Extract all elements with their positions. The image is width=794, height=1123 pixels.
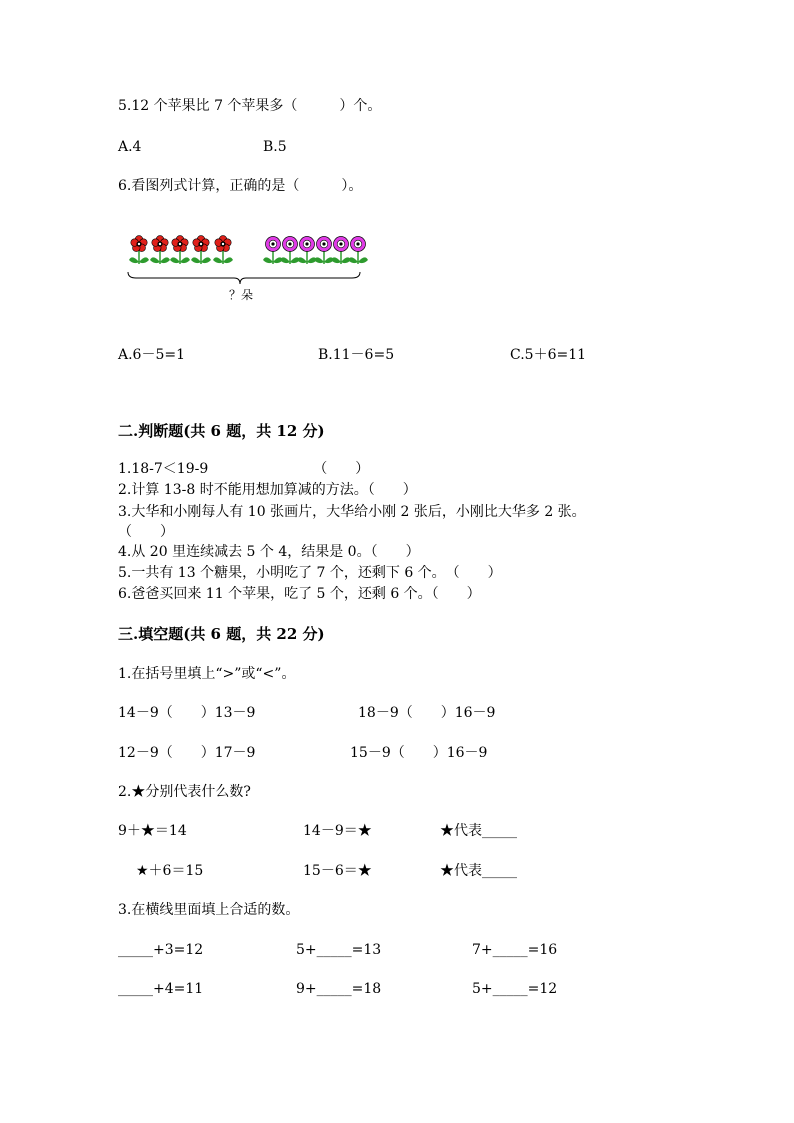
purple-flower-icon bbox=[280, 237, 300, 265]
compare-4: 15－9（ ）16－9 bbox=[350, 745, 488, 761]
q6-option-c: C.5＋6=11 bbox=[510, 347, 587, 363]
q5-option-b: B.5 bbox=[263, 139, 287, 155]
section3-q1: 1.在括号里填上“>”或“<”。 bbox=[118, 666, 296, 682]
section2-item-4: 4.从 20 里连续减去 5 个 4，结果是 0。（ ） bbox=[118, 544, 420, 560]
fill-2: 5+_____=13 bbox=[296, 942, 382, 958]
section3-title: 三.填空题(共 6 题，共 22 分) bbox=[118, 625, 325, 643]
section2-item-6: 6.爸爸买回来 11 个苹果，吃了 5 个，还剩 6 个。（ ） bbox=[118, 586, 481, 602]
section3-q2: 2.★分别代表什么数? bbox=[118, 784, 251, 800]
purple-flower-icon bbox=[263, 237, 283, 265]
star-answer-2: ★代表_____ bbox=[440, 863, 517, 879]
star-eq-4: 15－6＝★ bbox=[303, 863, 372, 879]
q6-question: 6.看图列式计算，正确的是（ ）。 bbox=[118, 178, 363, 194]
purple-flower-icon bbox=[297, 237, 317, 265]
star-eq-2: 14－9＝★ bbox=[303, 823, 372, 839]
red-flower-icon bbox=[129, 236, 149, 264]
compare-1: 14－9（ ）13－9 bbox=[118, 705, 256, 721]
q6-option-a: A.6－5=1 bbox=[118, 347, 186, 363]
fill-1: _____+3=12 bbox=[118, 942, 204, 958]
red-flower-icon bbox=[150, 236, 170, 264]
flower-row bbox=[129, 236, 368, 264]
compare-2: 18－9（ ）16－9 bbox=[358, 705, 496, 721]
fill-4: _____+4=11 bbox=[118, 981, 204, 997]
section2-item-2: 2.计算 13-8 时不能用想加算减的方法。（ ） bbox=[118, 482, 417, 498]
section2-item-1: 1.18-7＜19-9 （ ） bbox=[118, 461, 370, 477]
section2-item-5: 5.一共有 13 个糖果，小明吃了 7 个，还剩下 6 个。 （ ） bbox=[118, 565, 502, 581]
purple-flower-icon bbox=[331, 237, 351, 265]
star-answer-1: ★代表_____ bbox=[440, 823, 517, 839]
compare-3: 12－9（ ）17－9 bbox=[118, 745, 256, 761]
red-flower-icon bbox=[213, 236, 233, 264]
q6-figure-label: ？朵 bbox=[229, 288, 254, 302]
section2-item-3: 3.大华和小刚每人有 10 张画片，大华给小刚 2 张后，小刚比大华多 2 张。 bbox=[118, 504, 586, 520]
fill-5: 9+_____=18 bbox=[296, 981, 382, 997]
star-eq-1: 9＋★＝14 bbox=[118, 823, 187, 839]
q5-question: 5.12 个苹果比 7 个苹果多（ ）个。 bbox=[118, 98, 382, 114]
section2-item-3-paren: （ ） bbox=[118, 524, 174, 540]
red-flower-icon bbox=[170, 236, 190, 264]
purple-flower-icon bbox=[314, 237, 334, 265]
q5-option-a: A.4 bbox=[118, 139, 142, 155]
red-flower-icon bbox=[191, 236, 211, 264]
fill-3: 7+_____=16 bbox=[472, 942, 558, 958]
section2-title: 二.判断题(共 6 题，共 12 分) bbox=[118, 422, 325, 440]
fill-6: 5+_____=12 bbox=[472, 981, 558, 997]
brace bbox=[128, 272, 360, 284]
purple-flower-icon bbox=[348, 237, 368, 265]
star-eq-3: ★＋6＝15 bbox=[136, 863, 204, 879]
q6-option-b: B.11－6=5 bbox=[318, 347, 395, 363]
section3-q3: 3.在横线里面填上合适的数。 bbox=[118, 902, 300, 918]
